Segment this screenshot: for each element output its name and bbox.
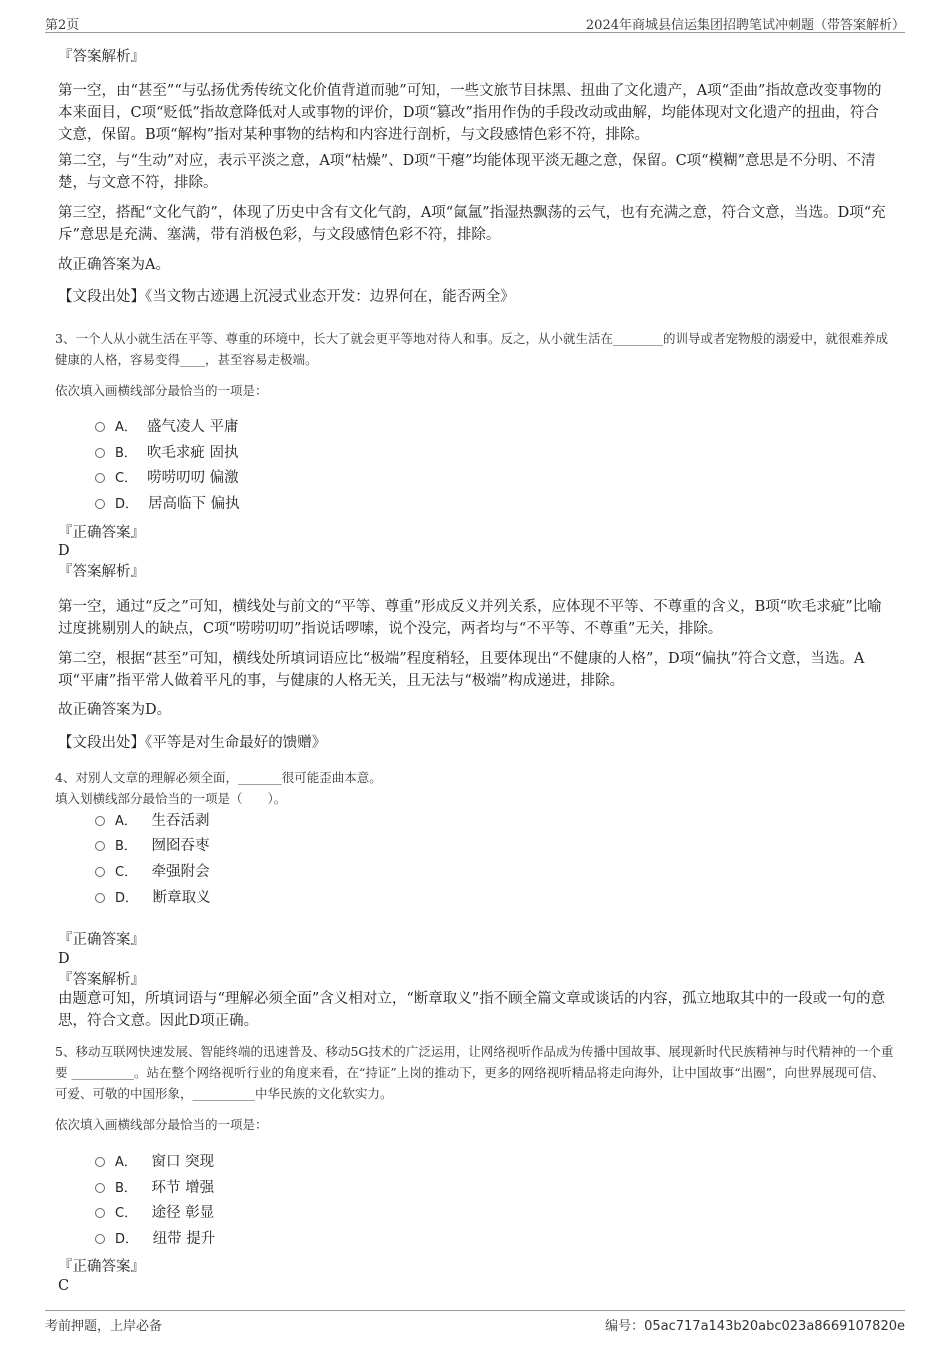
q3-stem: 3、一个人从小就生活在平等、尊重的环境中，长大了就会更平等地对待人和事。反之，从小就生活在________的训导或者宠物般的溺爱中，就很难养成健康的人格，容易变得____，甚至容易走极端。 bbox=[55, 331, 888, 367]
radio-icon[interactable] bbox=[95, 1208, 105, 1218]
q3-analysis-label: 『答案解析』 bbox=[58, 564, 145, 580]
q5-option-c[interactable]: C． 途径 彰显 bbox=[95, 1203, 214, 1224]
q3-answer-label: 『正确答案』 bbox=[58, 525, 145, 541]
q3-option-d[interactable]: D． 居高临下 偏执 bbox=[95, 494, 240, 515]
q4-stem: 4、对别人文章的理解必须全面，_______很可能歪曲本意。 bbox=[55, 770, 382, 785]
q4-prompt: 填入划横线部分最恰当的一项是（ ）。 bbox=[55, 791, 287, 806]
radio-icon[interactable] bbox=[95, 1234, 105, 1244]
q3-prompt: 依次填入画横线部分最恰当的一项是： bbox=[55, 383, 268, 398]
q5-option-d[interactable]: D． 纽带 提升 bbox=[95, 1229, 215, 1250]
radio-icon[interactable] bbox=[95, 841, 105, 851]
page-header bbox=[45, 12, 905, 33]
q3-analysis-p2: 第二空，根据“甚至”可知，横线处所填词语应比“极端”程度稍轻，且要体现出“不健康的人格”，D项“偏执”符合文意，当选。A项“平庸”指平常人做着平凡的事，与健康的人格无关，且无法与“极端”构成递进，排除。 bbox=[58, 651, 865, 689]
radio-icon[interactable] bbox=[95, 473, 105, 483]
q4-option-b[interactable]: B． 囫囵吞枣 bbox=[95, 836, 210, 857]
q5-prompt: 依次填入画横线部分最恰当的一项是： bbox=[55, 1117, 268, 1132]
q5-answer: C bbox=[58, 1278, 70, 1294]
page-number: 第2页 bbox=[45, 18, 80, 33]
q5-answer-label: 『正确答案』 bbox=[58, 1259, 145, 1275]
document-code: 编号：05ac717a143b20abc023a8669107820e bbox=[605, 1319, 905, 1334]
radio-icon[interactable] bbox=[95, 1157, 105, 1167]
radio-icon[interactable] bbox=[95, 422, 105, 432]
radio-icon[interactable] bbox=[95, 816, 105, 826]
radio-icon[interactable] bbox=[95, 893, 105, 903]
q2-analysis-label: 『答案解析』 bbox=[58, 49, 145, 65]
radio-icon[interactable] bbox=[95, 499, 105, 509]
q3-analysis-p1: 第一空，通过“反之”可知，横线处与前文的“平等、尊重”形成反义并列关系，应体现不平等、不尊重的含义，B项“吹毛求疵”比喻过度挑剔别人的缺点，C项“唠唠叨叨”指说话啰嗦，说个没完，两者均与“不平等、不尊重”无关，排除。 bbox=[58, 599, 882, 637]
q3-option-a[interactable]: A． 盛气凌人 平庸 bbox=[95, 417, 239, 438]
q4-answer: D bbox=[58, 951, 70, 967]
q3-option-c[interactable]: C． 唠唠叨叨 偏激 bbox=[95, 468, 239, 489]
q2-source: 【文段出处】《当文物古迹遇上沉浸式业态开发：边界何在，能否两全》 bbox=[58, 289, 515, 305]
q2-analysis-p3: 第三空，搭配“文化气韵”，体现了历史中含有文化气韵，A项“氤氲”指湿热飘荡的云气，也有充满之意，符合文意，当选。D项“充斥”意思是充满、塞满，带有消极色彩，与文段感情色彩不符，排除。 bbox=[58, 205, 886, 243]
q5-stem: 5、移动互联网快速发展、智能终端的迅速普及、移动5G技术的广泛运用，让网络视听作品成为传播中国故事、展现新时代民族精神与时代精神的一个重要 __________。站在整个网络视听行业的角度来看，在“持证”上岗的推动下，更多的网络视听精品将走向海外，让中国故事“出圈”，向世界展现可信、可爱、可敬的中国形象，__________中华民族的文化软实力。 bbox=[55, 1044, 894, 1101]
radio-icon[interactable] bbox=[95, 867, 105, 877]
q4-analysis-label: 『答案解析』 bbox=[58, 972, 145, 988]
radio-icon[interactable] bbox=[95, 448, 105, 458]
q5-option-a[interactable]: A． 窗口 突现 bbox=[95, 1152, 214, 1173]
q4-option-c[interactable]: C． 牵强附会 bbox=[95, 862, 210, 883]
q2-analysis-p1: 第一空，由“甚至”“与弘扬优秀传统文化价值背道而驰”可知，一些文旅节目抹黑、扭曲了文化遗产，A项“歪曲”指故意改变事物的本来面目，C项“贬低”指故意降低对人或事物的评价，D项“篡改”指用作伪的手段改动或曲解，均能体现对文化遗产的扭曲，符合文意，保留。B项“解构”指对某种事物的结构和内容进行剖析，与文段感情色彩不符，排除。 bbox=[58, 83, 882, 143]
radio-icon[interactable] bbox=[95, 1183, 105, 1193]
q2-analysis-p2: 第二空，与“生动”对应，表示平淡之意，A项“枯燥”、D项“干瘪”均能体现平淡无趣之意，保留。C项“模糊”意思是不分明、不清楚，与文意不符，排除。 bbox=[58, 153, 876, 191]
q3-answer: D bbox=[58, 543, 70, 559]
q3-option-b[interactable]: B． 吹毛求疵 固执 bbox=[95, 443, 239, 464]
q4-option-a[interactable]: A． 生吞活剥 bbox=[95, 811, 210, 832]
page-footer bbox=[45, 1310, 905, 1333]
q4-answer-label: 『正确答案』 bbox=[58, 932, 145, 948]
q3-source: 【文段出处】《平等是对生命最好的馈赠》 bbox=[58, 735, 327, 751]
q4-analysis-p1: 由题意可知，所填词语与“理解必须全面”含义相对立，“断章取义”指不顾全篇文章或谈话的内容，孤立地取其中的一段或一句的意思，符合文意。因此D项正确。 bbox=[58, 991, 886, 1029]
document-title: 2024年商城县信运集团招聘笔试冲刺题（带答案解析） bbox=[585, 18, 905, 33]
footer-slogan: 考前押题，上岸必备 bbox=[45, 1319, 163, 1334]
q4-option-d[interactable]: D． 断章取义 bbox=[95, 888, 211, 909]
q5-option-b[interactable]: B． 环节 增强 bbox=[95, 1178, 214, 1199]
q2-conclusion: 故正确答案为A。 bbox=[58, 257, 170, 273]
q3-conclusion: 故正确答案为D。 bbox=[58, 702, 172, 718]
